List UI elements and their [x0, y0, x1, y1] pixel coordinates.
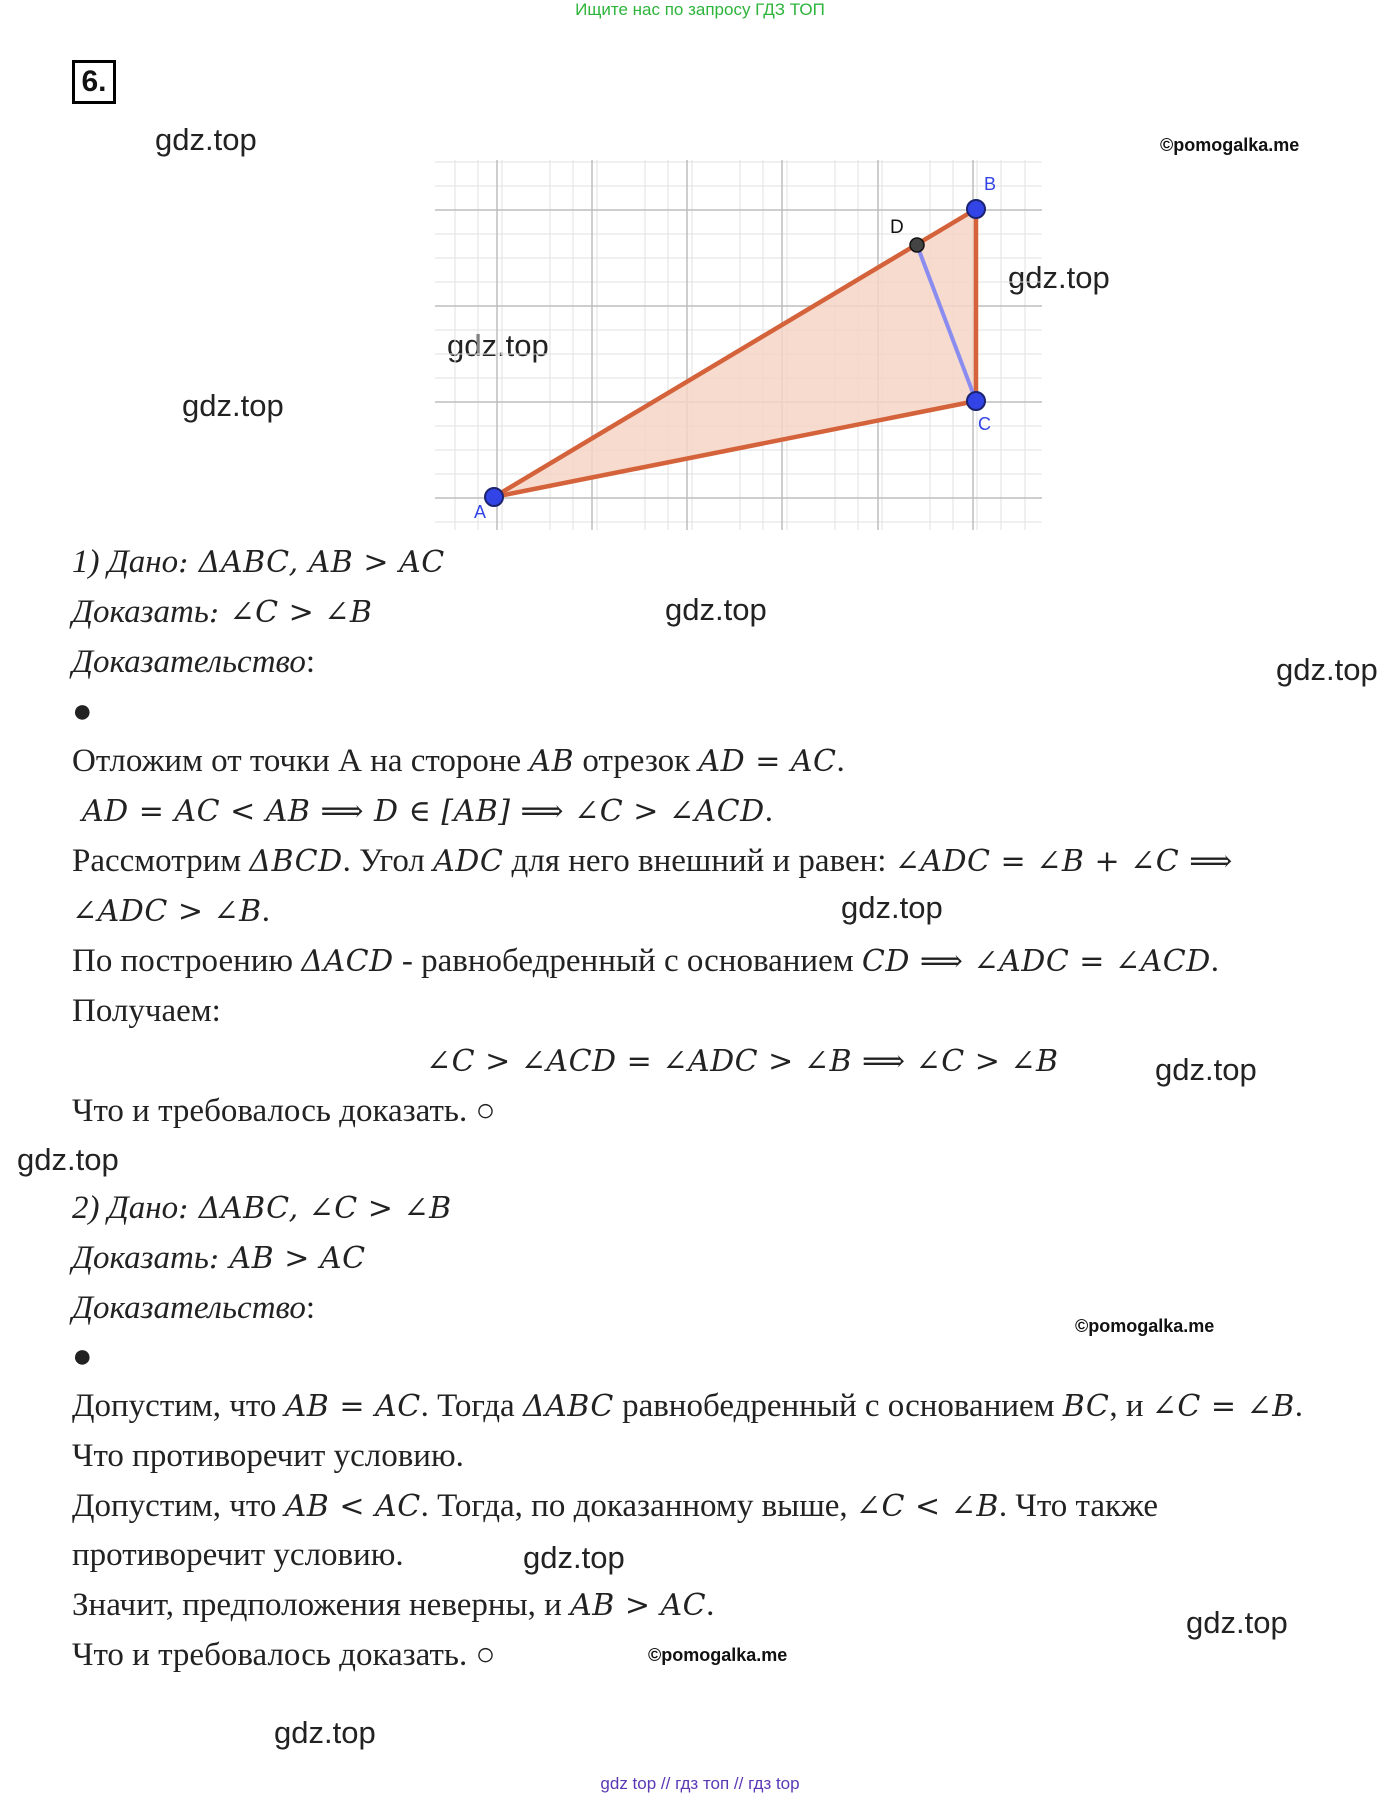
p2-bullet: ● — [72, 1338, 93, 1375]
watermark: gdz.top — [17, 1142, 119, 1177]
point-c — [967, 392, 985, 410]
point-d — [910, 238, 924, 252]
watermark: gdz.top — [1008, 260, 1110, 295]
text: равнобедренный с основанием — [613, 1388, 1063, 1424]
math: AB > AC — [570, 1588, 707, 1623]
text: . — [1294, 1388, 1304, 1424]
top-banner: Ищите нас по запросу ГДЗ ТОП — [575, 0, 825, 19]
p1-conclusion: Что и требовалось доказать. ○ — [72, 1093, 496, 1129]
math: AB < AC — [284, 1489, 421, 1524]
math: ΔBCD — [249, 844, 343, 879]
text: . Тогда — [420, 1388, 523, 1424]
watermark: gdz.top — [1155, 1052, 1257, 1087]
math: AB = AC — [284, 1389, 421, 1424]
text: Отложим от точки А на стороне — [72, 743, 530, 779]
p1-line7 — [426, 1041, 1059, 1082]
p2-prove — [72, 1238, 366, 1279]
p1-line3 — [72, 841, 1233, 882]
text: . Угол — [342, 843, 434, 879]
point-b — [967, 200, 985, 218]
text: . — [261, 893, 270, 929]
math: ΔABC — [522, 1389, 614, 1424]
text: для него внешний и равен: — [503, 843, 895, 879]
p1-line4 — [72, 891, 270, 932]
text: . — [836, 743, 845, 779]
p2-line1 — [72, 1386, 1303, 1427]
label-b: B — [984, 174, 997, 194]
math: ∠C = ∠B — [1151, 1389, 1295, 1424]
footer-links[interactable]: gdz top // гдз топ // гдз top — [600, 1774, 800, 1793]
p2-line3 — [72, 1486, 1158, 1527]
text: Допустим, что — [72, 1388, 285, 1424]
math: ∠C > ∠ACD = ∠ADC > ∠B ⟹ ∠C > ∠B — [426, 1044, 1059, 1079]
math: ∠C < ∠B — [855, 1489, 999, 1524]
text: Допустим, что — [72, 1488, 285, 1524]
p2-given — [72, 1188, 452, 1229]
p1-bullet: ● — [72, 693, 93, 730]
watermark: gdz.top — [523, 1540, 625, 1575]
math: AD = AC < AB ⟹ D ∈ [AB] ⟹ ∠C > ∠ACD — [82, 794, 765, 829]
text: - равнобедренный с основанием — [393, 943, 862, 979]
math: ADC — [433, 844, 504, 879]
p2-line5 — [72, 1585, 714, 1626]
copyright-mark: ©pomogalka.me — [1160, 135, 1300, 155]
point-a — [485, 488, 503, 506]
p2-prove-label: Доказать — [72, 1240, 209, 1276]
p1-line5 — [72, 941, 1219, 982]
text: Значит, предположения неверны, и — [72, 1587, 571, 1623]
math: AD = AC — [698, 744, 837, 779]
label-a: A — [474, 502, 487, 522]
p2-line2: Что противоречит условию. — [72, 1438, 464, 1474]
label-c: C — [978, 414, 991, 434]
p2-proof-heading — [72, 1288, 315, 1328]
copyright-mark: ©pomogalka.me — [648, 1645, 788, 1665]
math: AB — [529, 744, 575, 779]
text: . — [1210, 943, 1220, 979]
text: отрезок — [574, 743, 699, 779]
p2-conclusion: Что и требовалось доказать. ○ — [72, 1637, 496, 1673]
math: CD ⟹ ∠ADC = ∠ACD — [861, 944, 1211, 979]
math: ∠ADC > ∠B — [72, 894, 262, 929]
text: , и — [1109, 1388, 1152, 1424]
watermark: gdz.top — [447, 328, 549, 363]
copyright-mark: ©pomogalka.me — [1075, 1316, 1215, 1336]
watermark: gdz.top — [182, 388, 284, 423]
watermark: gdz.top — [1276, 652, 1378, 687]
p1-prove — [72, 592, 372, 633]
watermark: gdz.top — [665, 592, 767, 627]
math: ∠ADC = ∠B + ∠C ⟹ — [894, 844, 1233, 879]
task-number: 6. — [72, 60, 116, 104]
p1-line2 — [82, 791, 773, 832]
math: BC — [1062, 1389, 1110, 1424]
p2-proof-colon: : — [305, 1290, 316, 1326]
watermark: gdz.top — [841, 890, 943, 925]
text: . — [764, 793, 773, 829]
p1-given-label: 1) Дано — [72, 544, 179, 580]
watermark: gdz.top — [274, 1715, 376, 1750]
triangle-figure — [430, 155, 1050, 535]
p1-line6: Получаем: — [72, 993, 221, 1029]
text: . Тогда, по доказанному выше, — [420, 1488, 856, 1524]
text: По построению — [72, 943, 302, 979]
p2-given-label: 2) Дано — [72, 1190, 179, 1226]
text: . — [706, 1587, 715, 1623]
p1-prove-label: Доказать — [72, 594, 209, 630]
p2-line4: противоречит условию. — [72, 1537, 404, 1573]
p1-line1 — [72, 741, 845, 782]
p2-given-math: : ΔABC, ∠C > ∠B — [178, 1191, 452, 1226]
text: . Что также — [998, 1488, 1159, 1524]
math: ΔACD — [301, 944, 394, 979]
watermark: gdz.top — [155, 122, 257, 157]
p2-prove-math: : AB > AC — [208, 1241, 366, 1276]
p1-given-math: : ΔABC, AB > AC — [178, 545, 445, 580]
label-d: D — [890, 217, 904, 238]
text: Рассмотрим — [72, 843, 250, 879]
watermark: gdz.top — [1186, 1605, 1288, 1640]
p1-prove-math: : ∠C > ∠B — [208, 595, 373, 630]
p1-proof-colon: : — [305, 644, 316, 680]
p1-given — [72, 542, 445, 583]
p1-proof-label: Доказательство — [72, 644, 306, 680]
p2-proof-label: Доказательство — [72, 1290, 306, 1326]
p1-proof-heading — [72, 642, 315, 682]
